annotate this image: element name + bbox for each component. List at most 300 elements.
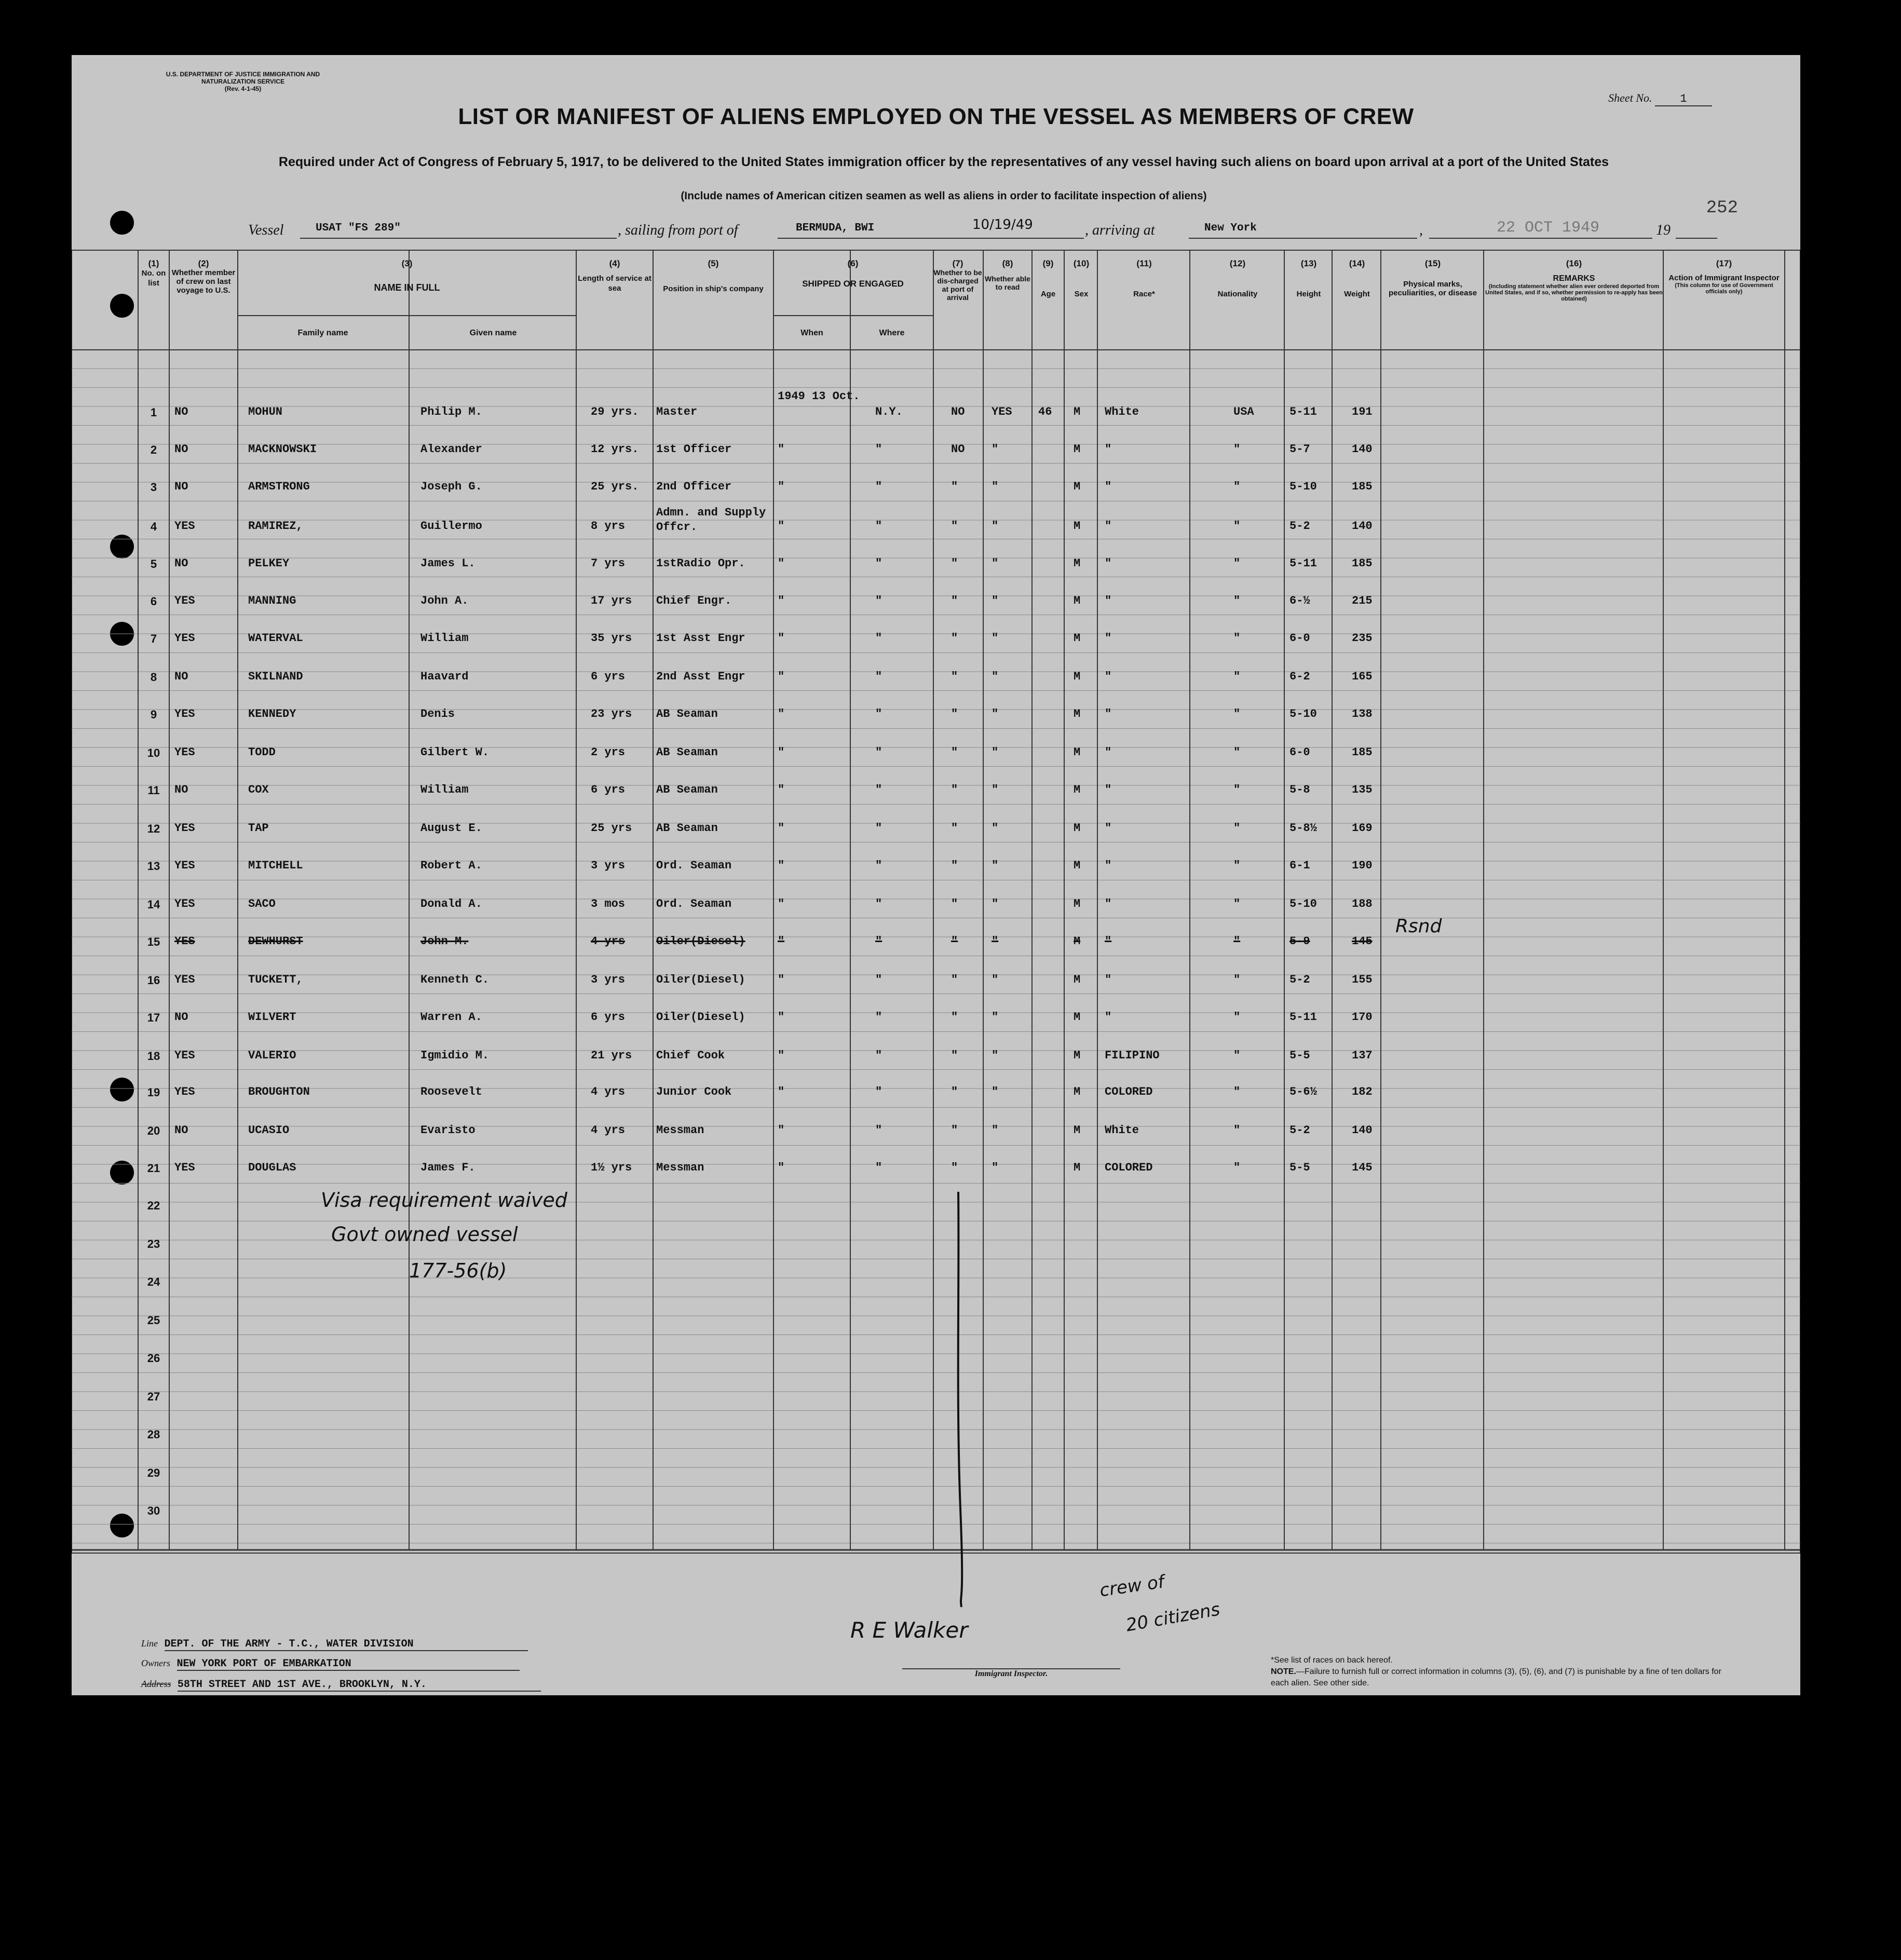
cell-prev: YES: [174, 859, 195, 872]
cell-family: TAP: [248, 822, 269, 835]
row-number: 14: [147, 898, 160, 911]
cell-where: ": [875, 746, 882, 759]
cell-disch: ": [951, 670, 958, 683]
cell-where: ": [875, 520, 882, 533]
cell-weight: 188: [1352, 897, 1373, 910]
cell-read: ": [992, 480, 999, 493]
cell-sex: M: [1074, 557, 1081, 570]
cell-prev: YES: [174, 594, 195, 607]
cell-disch: ": [951, 480, 958, 493]
cell-race: ": [1105, 557, 1112, 570]
row-number: 16: [147, 974, 160, 987]
cell-weight: 182: [1352, 1085, 1373, 1098]
cell-prev: NO: [174, 1124, 188, 1137]
subtitle: Required under Act of Congress of February 5, 1917, to be delivered to the United States immigration officer by the representatives of any vessel having such aliens on board upon arrival at a port of the United States: [278, 155, 1609, 169]
row-number: 6: [150, 595, 157, 608]
row-number: 27: [147, 1390, 160, 1403]
cell-family: SKILNAND: [248, 670, 303, 683]
cell-when: ": [778, 859, 785, 872]
cell-sex: M: [1074, 520, 1081, 533]
cell-disch: ": [951, 557, 958, 570]
cell-position: Ord. Seaman: [656, 897, 732, 910]
cell-service: 6 yrs: [591, 783, 626, 796]
cell-race: ": [1105, 973, 1112, 986]
cell-height: 5-10: [1289, 897, 1317, 910]
cell-sex: M: [1074, 707, 1081, 720]
cell-when: ": [778, 897, 785, 910]
cell-prev: YES: [174, 632, 195, 645]
cell-given: Warren A.: [420, 1011, 482, 1024]
citizens-note: 20 citizens: [1124, 1599, 1222, 1636]
row-number: 29: [147, 1466, 160, 1479]
cell-prev: YES: [174, 1085, 195, 1098]
row-number: 5: [150, 557, 157, 570]
cell-nat: ": [1233, 1161, 1241, 1174]
cell-race: ": [1105, 822, 1112, 835]
cell-read: ": [992, 632, 999, 645]
cell-given: Joseph G.: [420, 480, 482, 493]
cell-read: ": [992, 822, 999, 835]
cell-disch: ": [951, 707, 958, 720]
cell-race: ": [1105, 670, 1112, 683]
cell-given: Alexander: [420, 443, 482, 456]
cell-service: 25 yrs.: [591, 480, 639, 493]
cell-nat: ": [1233, 783, 1241, 796]
cell-sex: M: [1074, 1085, 1081, 1098]
row-number: 9: [150, 708, 157, 721]
page-stamp: 252: [1706, 198, 1738, 218]
cell-height: 5-2: [1289, 1124, 1310, 1137]
cell-nat: ": [1233, 480, 1241, 493]
cell-family: TUCKETT,: [248, 973, 303, 986]
cell-position: AB Seaman: [656, 783, 718, 796]
when-header: When: [800, 329, 823, 337]
cell-position: 2nd Officer: [656, 480, 732, 493]
cell-height: 5-2: [1289, 520, 1310, 533]
cell-when: ": [778, 520, 785, 533]
cell-where: ": [875, 1049, 882, 1062]
given-name-header: Given name: [469, 329, 517, 337]
cell-nat: ": [1233, 557, 1241, 570]
cell-height: 5-10: [1289, 480, 1317, 493]
cell-disch: ": [951, 594, 958, 607]
cell-height: 5-8: [1289, 783, 1310, 796]
cell-read: ": [992, 707, 999, 720]
manifest-sheet: [72, 55, 1800, 1695]
cell-position: Junior Cook: [656, 1085, 732, 1098]
cell-service: 12 yrs.: [591, 443, 639, 456]
cell-read: ": [992, 1085, 999, 1098]
cell-service: 8 yrs: [591, 520, 626, 533]
cell-weight: 135: [1352, 783, 1373, 796]
row-number: 21: [147, 1162, 160, 1175]
cell-disch: ": [951, 1161, 958, 1174]
cell-race: White: [1105, 1124, 1139, 1137]
cell-family: BROUGHTON: [248, 1085, 310, 1098]
cell-when: ": [778, 1124, 785, 1137]
row-number: 1: [150, 406, 157, 419]
date-stamp: 22 OCT 1949: [1497, 219, 1600, 237]
cell-nat: ": [1233, 594, 1241, 607]
footer-address: Address 58TH STREET AND 1ST AVE., BROOKLYN, N.Y.: [141, 1679, 541, 1692]
cell-weight: 145: [1352, 935, 1373, 948]
cell-position: AB Seaman: [656, 746, 718, 759]
cell-height: 5-2: [1289, 973, 1310, 986]
cell-sex: M: [1074, 746, 1081, 759]
cell-family: MANNING: [248, 594, 296, 607]
cell-prev: YES: [174, 707, 195, 720]
vessel-name: USAT "FS 289": [316, 222, 401, 234]
cell-family: PELKEY: [248, 557, 290, 570]
cell-race: ": [1105, 859, 1112, 872]
cell-disch: NO: [951, 443, 965, 456]
cell-given: John A.: [420, 594, 469, 607]
cell-height: 5-8½: [1289, 822, 1317, 835]
cell-position: Oiler(Diesel): [656, 1011, 745, 1024]
cell-disch: ": [951, 746, 958, 759]
cell-prev: NO: [174, 670, 188, 683]
cell-when: ": [778, 746, 785, 759]
cell-when: ": [778, 1049, 785, 1062]
cell-race: ": [1105, 783, 1112, 796]
cell-read: ": [992, 897, 999, 910]
cell-sex: M: [1074, 859, 1081, 872]
row-number: 19: [147, 1086, 160, 1099]
cell-position: 1st Officer: [656, 443, 732, 456]
cell-prev: NO: [174, 443, 188, 456]
cell-race: ": [1105, 480, 1112, 493]
col-9-header: (9) Age: [1040, 258, 1056, 298]
cell-family: VALERIO: [248, 1049, 296, 1062]
cell-prev: YES: [174, 935, 195, 948]
cell-given: James F.: [420, 1161, 476, 1174]
row-number: 23: [147, 1237, 160, 1250]
cell-height: 5-9: [1289, 935, 1310, 948]
cell-nat: ": [1233, 973, 1241, 986]
cell-sex: M: [1074, 670, 1081, 683]
cell-where: ": [875, 632, 882, 645]
cell-weight: 185: [1352, 557, 1373, 570]
cell-nat: ": [1233, 1011, 1241, 1024]
cell-sex: M: [1074, 973, 1081, 986]
cell-service: 4 yrs: [591, 935, 626, 948]
family-name-header: Family name: [297, 329, 348, 337]
cell-race: COLORED: [1105, 1085, 1153, 1098]
cell-race: ": [1105, 935, 1112, 948]
cell-sex: M: [1074, 405, 1081, 418]
cell-given: Kenneth C.: [420, 973, 490, 986]
cell-given: John M.: [420, 935, 469, 948]
cell-read: ": [992, 520, 999, 533]
cell-service: 23 yrs: [591, 707, 632, 720]
cell-prev: NO: [174, 405, 188, 418]
cell-sex: M: [1074, 1049, 1081, 1062]
vessel-label: Vessel: [248, 222, 284, 238]
cell-disch: ": [951, 1124, 958, 1137]
row-number: 30: [147, 1504, 160, 1517]
cell-height: 5-5: [1289, 1161, 1310, 1174]
col-7-header: (7) Whether to be dis-charged at port of arrival: [933, 258, 982, 302]
cell-given: Robert A.: [420, 859, 482, 872]
cell-family: RAMIREZ,: [248, 520, 303, 533]
sailing-date-handwritten: 10/19/49: [972, 217, 1033, 233]
cell-race: ": [1105, 520, 1112, 533]
cell-read: ": [992, 443, 999, 456]
arriving-label: , arriving at: [1085, 222, 1155, 238]
cell-given: Roosevelt: [420, 1085, 482, 1098]
cell-where: ": [875, 443, 882, 456]
cell-when: 1949 13 Oct.: [778, 390, 860, 403]
row-number: 17: [147, 1011, 160, 1024]
row-number: 3: [150, 481, 157, 494]
cell-sex: M: [1074, 632, 1081, 645]
cell-where: ": [875, 594, 882, 607]
inspector-label: Immigrant Inspector.: [902, 1668, 1120, 1679]
cell-race: ": [1105, 1011, 1112, 1024]
cell-weight: 191: [1352, 405, 1373, 418]
cell-weight: 170: [1352, 1011, 1373, 1024]
inspector-signature: R E Walker: [850, 1617, 968, 1643]
row-number: 8: [150, 671, 157, 684]
row-number: 24: [147, 1275, 160, 1288]
cell-family: TODD: [248, 746, 276, 759]
cell-sex: M: [1074, 1011, 1081, 1024]
year-label: 19: [1656, 222, 1671, 238]
cell-height: 5-10: [1289, 707, 1317, 720]
cell-service: 3 yrs: [591, 859, 626, 872]
cell-height: 6-0: [1289, 632, 1310, 645]
cell-prev: YES: [174, 520, 195, 533]
cell-race: ": [1105, 632, 1112, 645]
cell-when: ": [778, 973, 785, 986]
cell-weight: 185: [1352, 746, 1373, 759]
cell-when: ": [778, 670, 785, 683]
col-15-header: (15) Physical marks, peculiarities, or disease: [1388, 258, 1477, 297]
cell-given: Guillermo: [420, 520, 482, 533]
cell-sex: M: [1074, 1161, 1081, 1174]
cell-sex: M: [1074, 783, 1081, 796]
page-title: LIST OR MANIFEST OF ALIENS EMPLOYED ON THE VESSEL AS MEMBERS OF CREW: [458, 104, 1414, 129]
cell-when: ": [778, 594, 785, 607]
cell-prev: YES: [174, 822, 195, 835]
cell-prev: NO: [174, 480, 188, 493]
footer-note: *See list of races on back hereof. NOTE.—Failure to furnish full or correct information in columns (3), (5), (6), and (7) is punishable by a fine of ten dollars for each alien. See other side.: [1271, 1656, 1721, 1687]
row-number: 11: [147, 784, 160, 797]
cell-nat: ": [1233, 1085, 1241, 1098]
cell-where: ": [875, 935, 882, 948]
govt-owned-note: Govt owned vessel: [331, 1223, 518, 1246]
cell-where: ": [875, 822, 882, 835]
cell-when: ": [778, 1085, 785, 1098]
cell-nat: ": [1233, 1049, 1241, 1062]
cell-read: ": [992, 935, 999, 948]
cell-race: White: [1105, 405, 1139, 418]
visa-waived-note: Visa requirement waived: [321, 1189, 567, 1212]
col-2-header: (2) Whether member of crew on last voyage to U.S.: [171, 258, 236, 295]
cell-family: KENNEDY: [248, 707, 296, 720]
cell-given: William: [420, 783, 469, 796]
cell-service: 6 yrs: [591, 1011, 626, 1024]
row-number: 4: [150, 520, 157, 533]
cell-where: ": [875, 557, 882, 570]
cell-given: Denis: [420, 707, 455, 720]
cell-sex: M: [1074, 1124, 1081, 1137]
cell-family: ARMSTRONG: [248, 480, 310, 493]
row-number: 22: [147, 1199, 160, 1212]
cell-position: AB Seaman: [656, 822, 718, 835]
cell-weight: 137: [1352, 1049, 1373, 1062]
department-heading: U.S. DEPARTMENT OF JUSTICE IMMIGRATION AND NATURALIZATION SERVICE (Rev. 4-1-45): [166, 71, 320, 92]
cell-read: ": [992, 670, 999, 683]
row-number: 2: [150, 443, 157, 456]
cell-given: Donald A.: [420, 897, 482, 910]
cell-position: Master: [656, 405, 698, 418]
cell-where: ": [875, 973, 882, 986]
cell-weight: 190: [1352, 859, 1373, 872]
cell-when: ": [778, 783, 785, 796]
cell-height: 5-5: [1289, 1049, 1310, 1062]
row-number: 13: [147, 860, 160, 873]
cell-where: N.Y.: [875, 405, 903, 418]
cell-sex: M: [1074, 822, 1081, 835]
port-of-sailing: BERMUDA, BWI: [796, 222, 875, 234]
cell-read: ": [992, 594, 999, 607]
cell-read: ": [992, 1124, 999, 1137]
col-8-header: (8) Whether able to read: [985, 258, 1030, 291]
cell-weight: 140: [1352, 443, 1373, 456]
cell-read: ": [992, 783, 999, 796]
cell-disch: ": [951, 859, 958, 872]
cell-weight: 169: [1352, 822, 1373, 835]
cell-age: 46: [1038, 405, 1052, 418]
row15-handwritten-remark: Rsnd: [1395, 916, 1442, 937]
cell-service: 1½ yrs: [591, 1161, 632, 1174]
cell-weight: 138: [1352, 707, 1373, 720]
cell-where: ": [875, 1124, 882, 1137]
cell-given: Philip M.: [420, 405, 482, 418]
cell-when: ": [778, 1161, 785, 1174]
cell-family: SACO: [248, 897, 276, 910]
cell-sex: M: [1074, 480, 1081, 493]
cell-disch: ": [951, 897, 958, 910]
cell-disch: ": [951, 783, 958, 796]
cell-service: 7 yrs: [591, 557, 626, 570]
cell-service: 25 yrs: [591, 822, 632, 835]
cell-where: ": [875, 1011, 882, 1024]
cell-weight: 140: [1352, 1124, 1373, 1137]
regulation-note: 177-56(b): [409, 1259, 507, 1282]
cell-nat: ": [1233, 520, 1241, 533]
cell-when: ": [778, 557, 785, 570]
col-14-header: (14) Weight: [1344, 258, 1370, 298]
cell-height: 5-11: [1289, 1011, 1317, 1024]
cell-when: ": [778, 480, 785, 493]
cell-service: 4 yrs: [591, 1085, 626, 1098]
cell-position: Oiler(Diesel): [656, 935, 745, 948]
col-4-header: (4) Length of service at sea: [578, 258, 651, 293]
cell-given: August E.: [420, 822, 482, 835]
cell-disch: ": [951, 822, 958, 835]
cell-when: ": [778, 632, 785, 645]
cell-when: ": [778, 935, 785, 948]
footer-line: Line DEPT. OF THE ARMY - T.C., WATER DIVISION: [141, 1638, 528, 1651]
row-number: 18: [147, 1050, 160, 1063]
row-number: 10: [147, 746, 160, 759]
cell-family: WILVERT: [248, 1011, 296, 1024]
cell-family: MOHUN: [248, 405, 283, 418]
row-number: 28: [147, 1428, 160, 1441]
col-6-header: (6) SHIPPED OR ENGAGED: [802, 258, 904, 289]
cell-position: Oiler(Diesel): [656, 973, 745, 986]
cell-weight: 185: [1352, 480, 1373, 493]
cell-weight: 155: [1352, 973, 1373, 986]
cell-prev: YES: [174, 746, 195, 759]
cell-service: 21 yrs: [591, 1049, 632, 1062]
cell-height: 6-0: [1289, 746, 1310, 759]
col-5-header: (5) Position in ship's company: [663, 258, 764, 293]
cell-disch: ": [951, 1049, 958, 1062]
cell-prev: NO: [174, 1011, 188, 1024]
cell-sex: M: [1074, 594, 1081, 607]
cell-family: COX: [248, 783, 269, 796]
subtitle-note: (Include names of American citizen seamen as well as aliens in order to facilitate inspection of aliens): [681, 190, 1207, 202]
cell-nat: ": [1233, 935, 1241, 948]
cell-position: Messman: [656, 1161, 704, 1174]
cell-disch: ": [951, 1011, 958, 1024]
col-11-header: (11) Race*: [1133, 258, 1155, 298]
footer-owners: Owners NEW YORK PORT OF EMBARKATION: [141, 1658, 520, 1671]
cell-service: 17 yrs: [591, 594, 632, 607]
cell-weight: 165: [1352, 670, 1373, 683]
cell-read: YES: [992, 405, 1012, 418]
cell-given: Evaristo: [420, 1124, 476, 1137]
col-12-header: (12) Nationality: [1217, 258, 1258, 298]
cell-race: FILIPINO: [1105, 1049, 1160, 1062]
cell-service: 4 yrs: [591, 1124, 626, 1137]
col-1-header: (1) No. on list: [141, 258, 166, 288]
cell-height: 5-6½: [1289, 1085, 1317, 1098]
cell-nat: ": [1233, 822, 1241, 835]
cell-read: ": [992, 859, 999, 872]
cell-weight: 145: [1352, 1161, 1373, 1174]
cell-where: ": [875, 707, 882, 720]
cell-height: 5-11: [1289, 557, 1317, 570]
cell-where: ": [875, 670, 882, 683]
cell-service: 3 yrs: [591, 973, 626, 986]
cell-given: William: [420, 632, 469, 645]
cell-family: MACKNOWSKI: [248, 443, 317, 456]
cell-prev: YES: [174, 897, 195, 910]
arriving-port: New York: [1204, 222, 1257, 234]
cell-disch: ": [951, 632, 958, 645]
cell-height: 6-1: [1289, 859, 1310, 872]
cell-nat: USA: [1233, 405, 1254, 418]
cell-sex: M: [1074, 443, 1081, 456]
cell-prev: YES: [174, 1049, 195, 1062]
cell-where: ": [875, 1161, 882, 1174]
cell-position: Chief Cook: [656, 1049, 725, 1062]
cell-race: ": [1105, 443, 1112, 456]
cell-disch: ": [951, 935, 958, 948]
cell-height: 6-2: [1289, 670, 1310, 683]
cell-prev: YES: [174, 1161, 195, 1174]
cell-position: AB Seaman: [656, 707, 718, 720]
col-17-header: (17) Action of Immigrant Inspector (This column for use of Government officials only): [1668, 258, 1780, 295]
row-number: 12: [147, 822, 160, 835]
cell-race: ": [1105, 594, 1112, 607]
cell-where: ": [875, 480, 882, 493]
cell-height: 6-½: [1289, 594, 1310, 607]
